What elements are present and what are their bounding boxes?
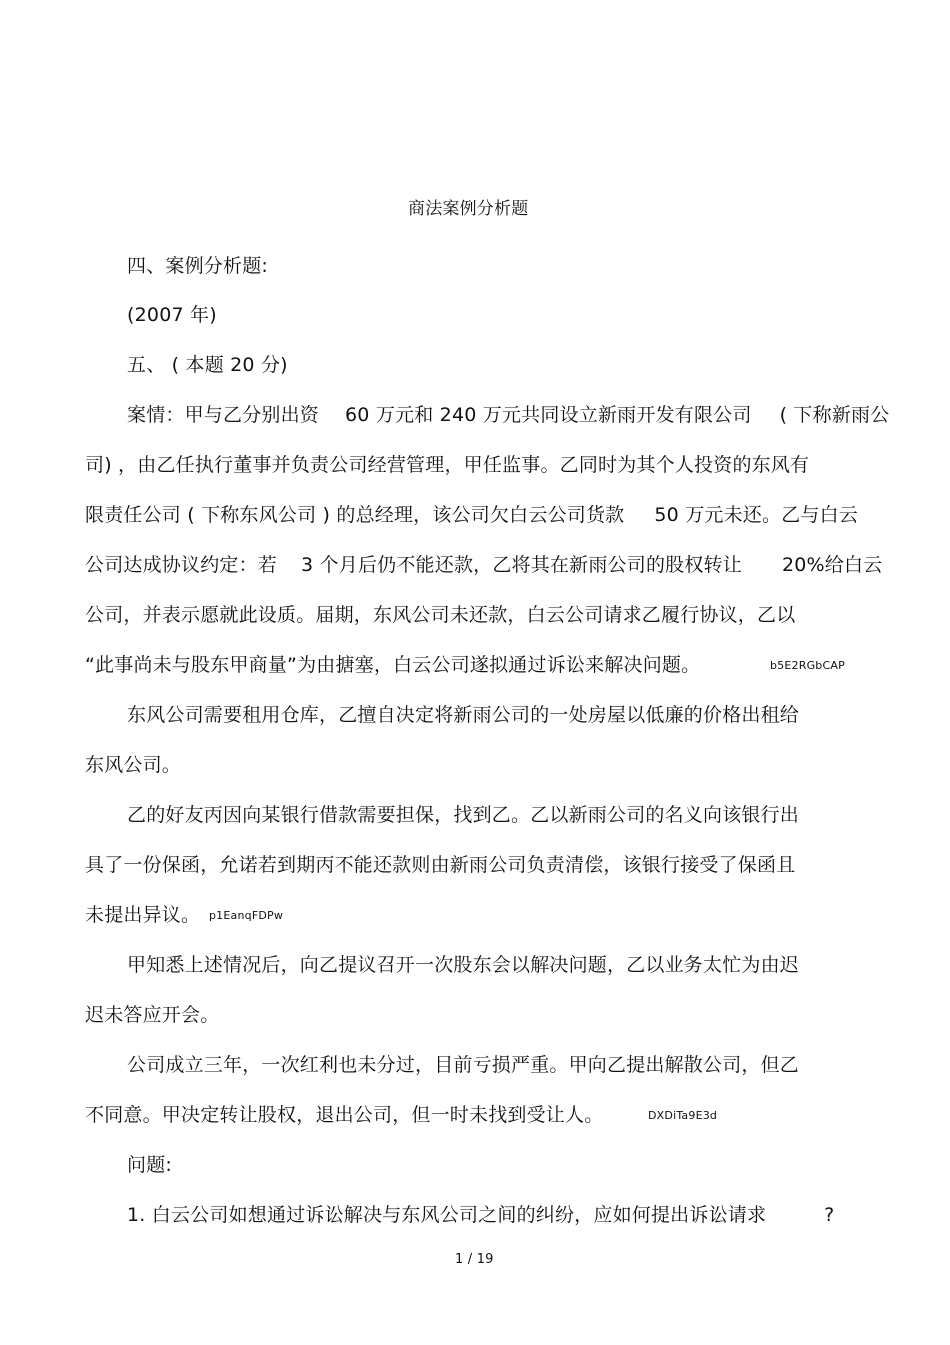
question-text: 1. 白云公司如想通过诉讼解决与东风公司之间的纠纷，应如何提出诉讼请求 (127, 1204, 767, 1226)
case-line: 司) ，由乙任执行董事并负责公司经营管理，甲任监事。乙同时为其个人投资的东风有 (85, 454, 810, 476)
case-line: “此事尚未与股东甲商量”为由搪塞，白云公司遂拟通过诉讼来解决问题。 (85, 654, 701, 676)
reference-code: b5E2RGbCAP (770, 659, 845, 672)
case-line (85, 553, 882, 577)
questions-label: 问题: (127, 1154, 173, 1176)
case-line: 公司，并表示愿就此设质。届期，东风公司未还款，白云公司请求乙履行协议，乙以 (85, 604, 796, 626)
case-line-part: 案情：甲与乙分别出资 (127, 404, 320, 426)
case-line-part: 公司达成协议约定：若 (85, 554, 278, 576)
case-line: 不同意。甲决定转让股权，退出公司，但一时未找到受让人。 (85, 1104, 604, 1126)
question-heading: 五、 ( 本题 20 分) (127, 354, 288, 376)
case-line (85, 503, 858, 527)
case-line-part: 50 万元未还。乙与白云 (654, 504, 859, 526)
case-line-part: 20%给白云 (781, 554, 883, 576)
case-line: 乙的好友丙因向某银行借款需要担保，找到乙。乙以新雨公司的名义向该银行出 (127, 804, 800, 826)
case-line: 具了一份保函，允诺若到期丙不能还款则由新雨公司负责清偿，该银行接受了保函且 (85, 854, 796, 876)
reference-code: DXDiTa9E3d (648, 1109, 718, 1122)
document-title: 商法案例分析题 (408, 199, 529, 219)
case-line-part: ( 下称新雨公 (779, 404, 890, 426)
question-item (127, 1203, 834, 1227)
case-line: 东风公司需要租用仓库，乙擅自决定将新雨公司的一处房屋以低廉的价格出租给 (127, 704, 800, 726)
case-line-part: 3 个月后仍不能还款，乙将其在新雨公司的股权转让 (301, 554, 742, 576)
case-line: 公司成立三年，一次红利也未分过，目前亏损严重。甲向乙提出解散公司，但乙 (127, 1054, 800, 1076)
page-number: 1 / 19 (455, 1252, 494, 1267)
case-line: 迟未答应开会。 (85, 1004, 220, 1026)
case-line-part: 限责任公司 ( 下称东风公司 ) 的总经理，该公司欠白云公司货款 (85, 504, 625, 526)
case-line: 未提出异议。 (85, 904, 201, 926)
case-line (127, 403, 889, 427)
case-line: 东风公司。 (85, 754, 182, 776)
year-label: (2007 年) (127, 304, 217, 326)
reference-code: p1EanqFDPw (209, 909, 284, 922)
case-line-part: 60 万元和 240 万元共同设立新雨开发有限公司 (345, 404, 752, 426)
section-heading: 四、案例分析题: (127, 255, 269, 277)
question-mark: ? (824, 1204, 835, 1226)
case-line: 甲知悉上述情况后，向乙提议召开一次股东会以解决问题，乙以业务太忙为由迟 (127, 954, 800, 976)
